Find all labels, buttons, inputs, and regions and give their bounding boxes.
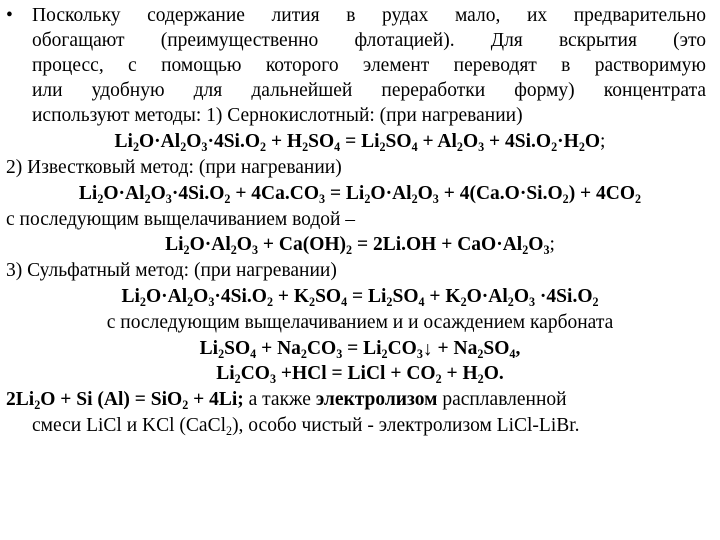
equation-hydroxide-tail: ;	[549, 234, 555, 255]
formula-text: ·H	[557, 131, 579, 152]
intro-line-5: используют методы: 1) Сернокислотный: (при нагревании)	[32, 105, 523, 126]
formula-text: ·4Si.O	[171, 183, 225, 204]
formula-text: Li	[216, 363, 235, 384]
formula-text: SO	[224, 338, 251, 359]
formula-subscript: 3	[201, 139, 208, 154]
formula-text: ·4Si.O	[214, 286, 267, 307]
formula-subscript: 2	[578, 139, 585, 154]
formula-subscript: 2	[435, 371, 442, 386]
formula-subscript: 3	[478, 139, 485, 154]
formula-subscript: 3	[165, 191, 172, 206]
formula-text: + H	[266, 131, 303, 152]
formula-subscript: 2	[230, 242, 237, 257]
formula-text: + Na	[432, 338, 478, 359]
formula-text: O	[236, 234, 252, 255]
equation-hydroxide-body	[165, 234, 549, 255]
formula-text: O	[150, 183, 166, 204]
formula-text: SO	[308, 131, 335, 152]
formula-subscript: 2	[411, 191, 418, 206]
formula-text: SO	[315, 286, 342, 307]
formula-text: Li	[114, 131, 133, 152]
formula-subscript: 2	[97, 191, 104, 206]
formula-subscript: 2	[635, 191, 642, 206]
formula-text: ·4Si.O	[207, 131, 261, 152]
formula-text: O·Al	[139, 131, 181, 152]
formula-text: O·Al	[189, 234, 231, 255]
intro-line-1: Поскольку содержание лития в рудах мало, их предварительно	[32, 5, 706, 26]
formula-subscript: 2	[187, 294, 194, 309]
formula-text: O	[584, 131, 601, 152]
leach-carbonate-text: с последующим выщелачиванием и и осаждением карбоната	[106, 312, 614, 333]
formula-subscript: 2	[456, 139, 463, 154]
formula-subscript: 2	[34, 397, 41, 412]
formula-subscript: 2	[346, 242, 353, 257]
equation-hcl	[0, 362, 720, 386]
formula-subscript: 2	[182, 397, 189, 412]
formula-text: O	[462, 131, 479, 152]
formula-text: SO	[392, 286, 419, 307]
formula-subscript: 3	[319, 191, 326, 206]
formula-subscript: 4	[250, 346, 257, 361]
formula-text: + K	[424, 286, 461, 307]
formula-text: + 4Ca.CO	[230, 183, 320, 204]
formula-subscript: 2	[234, 371, 241, 386]
final-text-2: расплавленной	[437, 389, 567, 410]
formula-subscript: 2	[224, 191, 231, 206]
formula-text: ·4Si.O	[535, 286, 593, 307]
formula-subscript: 2	[309, 294, 316, 309]
equation-sulfuric-tail: ;	[600, 131, 606, 152]
formula-text: Li	[199, 338, 219, 359]
formula-text: O	[513, 286, 529, 307]
formula-subscript: 3	[269, 371, 277, 386]
formula-subscript: 2	[562, 191, 569, 206]
formula-subscript: 4	[411, 139, 418, 154]
equation-hcl-body	[216, 363, 504, 384]
formula-subscript: 2	[477, 346, 484, 361]
formula-subscript: 2	[183, 242, 190, 257]
formula-subscript: 3	[529, 294, 536, 309]
formula-text: CO	[306, 338, 337, 359]
final-line-2b: ), особо чистый - электролизом LiCl-LiBr.	[232, 415, 580, 436]
formula-text: O + Si (Al) = SiO	[40, 389, 183, 410]
formula-subscript: 2	[477, 371, 484, 386]
formula-text: + 4Li;	[188, 389, 244, 410]
intro-line-4: или удобную для дальнейшей переработки форму) концентрата	[32, 80, 706, 101]
formula-subscript: 3	[251, 242, 259, 257]
equation-sulfuric	[0, 130, 720, 154]
formula-subscript: 2	[139, 294, 146, 309]
formula-text: O·Al	[370, 183, 412, 204]
formula-subscript: 2	[300, 346, 307, 361]
formula-subscript: 3	[432, 191, 439, 206]
formula-text: + Al	[417, 131, 457, 152]
formula-text: + H	[441, 363, 478, 384]
formula-text: O.	[483, 363, 504, 384]
formula-subscript: 2	[507, 294, 514, 309]
method-lime-heading: 2) Известковый метод: (при нагревании)	[6, 157, 342, 178]
down-arrow-icon: ↓	[422, 339, 433, 360]
equation-carbonate-body	[200, 338, 423, 359]
formula-subscript: 4	[509, 346, 516, 361]
final-line-2-sub: 2	[226, 423, 233, 438]
equation-silicon	[6, 389, 244, 410]
equation-lime	[0, 182, 720, 206]
formula-subscript: 2	[379, 139, 386, 154]
formula-text: + K	[272, 286, 310, 307]
formula-text: = Li	[347, 286, 387, 307]
final-line-2	[32, 414, 720, 438]
formula-text: Li	[121, 286, 140, 307]
equation-sulfuric-body	[115, 131, 601, 152]
formula-subscript: 2	[302, 139, 309, 154]
equation-sulfate-body	[121, 286, 598, 307]
bullet: •	[6, 5, 13, 26]
formula-text: = Li	[340, 131, 380, 152]
formula-subscript: 4	[334, 139, 341, 154]
formula-text: Li	[165, 234, 184, 255]
formula-text: + Ca(OH)	[258, 234, 347, 255]
formula-text: O	[186, 131, 202, 152]
equation-lime-body	[79, 183, 641, 204]
formula-subscript: 2	[381, 346, 388, 361]
formula-text: = Li	[342, 338, 382, 359]
final-bold-word: электролизом	[315, 389, 438, 410]
formula-subscript: 2	[260, 139, 267, 154]
formula-text: ) + 4CO	[568, 183, 636, 204]
formula-text: + Na	[256, 338, 301, 359]
formula-subscript: 3	[208, 294, 215, 309]
formula-text: Li	[78, 183, 98, 204]
formula-text: + 4(Ca.O·Si.O	[438, 183, 563, 204]
formula-subscript: 2	[132, 139, 140, 154]
formula-subscript: 2	[144, 191, 151, 206]
equation-carbonate-body-2	[433, 338, 516, 359]
formula-subscript: 2	[460, 294, 467, 309]
formula-text: CO	[387, 338, 417, 359]
formula-subscript: 2	[364, 191, 371, 206]
formula-subscript: 3	[416, 346, 423, 361]
formula-subscript: 3	[336, 346, 343, 361]
formula-text: = 2Li.OH + CaO·Al	[352, 234, 523, 255]
equation-hydroxide	[0, 233, 720, 257]
equation-carbonate	[0, 337, 720, 361]
equation-carbonate-tail: ,	[515, 338, 521, 359]
equation-sulfate	[0, 285, 720, 309]
leach-water-text: с последующим выщелачиванием водой –	[6, 209, 356, 230]
formula-text: CO	[240, 363, 270, 384]
formula-subscript: 2	[386, 294, 393, 309]
formula-subscript: 2	[180, 139, 187, 154]
method-sulfate-heading: 3) Сульфатный метод: (при нагревании)	[6, 260, 337, 281]
formula-text: O	[417, 183, 433, 204]
formula-subscript: 2	[592, 294, 599, 309]
final-line-2a: смеси LiCl и KCl (CaCl	[32, 415, 227, 436]
formula-subscript: 2	[218, 346, 225, 361]
formula-text: SO	[483, 338, 510, 359]
formula-subscript: 2	[266, 294, 273, 309]
formula-subscript: 4	[418, 294, 425, 309]
final-text-1: а также	[243, 389, 316, 410]
formula-text: O	[193, 286, 209, 307]
formula-text: = Li	[325, 183, 365, 204]
final-line-1	[6, 388, 720, 412]
intro-line-3: процесс, с помощью которого элемент переводят в растворимую	[32, 55, 706, 76]
intro-line-2: обогащают (преимущественно флотацией). Для вскрытия (это	[32, 30, 706, 51]
formula-text: O	[528, 234, 544, 255]
formula-text: O·Al	[466, 286, 508, 307]
formula-text: O·Al	[103, 183, 145, 204]
formula-text: O·Al	[145, 286, 188, 307]
formula-subscript: 2	[522, 242, 529, 257]
formula-subscript: 3	[543, 242, 550, 257]
formula-subscript: 2	[551, 139, 558, 154]
formula-subscript: 4	[341, 294, 348, 309]
formula-text: +HCl = LiCl + CO	[276, 363, 436, 384]
formula-text: 2Li	[6, 389, 35, 410]
formula-text: SO	[385, 131, 412, 152]
formula-text: + 4Si.O	[484, 131, 552, 152]
